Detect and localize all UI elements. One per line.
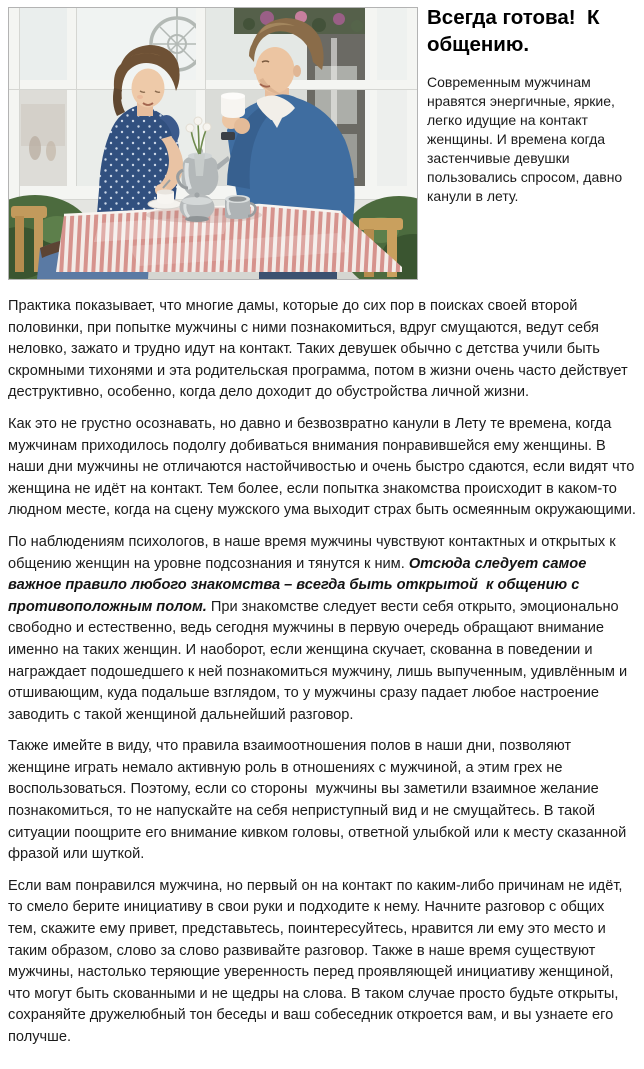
body-paragraph-2: Как это не грустно осознавать, но давно и безвозвратно канули в Лету те времена, когда мужчинам приходилось подолгу добиваться внимания понравившейся ему женщины. В наши дни мужчины не отличаются настойчивостью и очень быстро сдаются, если видят что женщина не идёт на контакт. Тем более, если попытка знакомства происходит в каком-то людном месте, когда на сцену мужского ума выходит страх быть осмеянным окружающими. (8, 415, 639, 519)
paragraph-3-rest: При знакомстве следует вести себя открыто, эмоционально свободно и естественно, ведь сегодня мужчины в первую очередь обращают внимание именно на таких женщин. И наоборот, если женщина скучает, скованна в поведении и награждает подошедшего к ней познакомиться мужчину, лишь выпученным, удивлённым и отшивающим, куда подальше взглядом, то у мужчины сразу падает любое настроение заводить с такой женщиной дальнейший разговор. (8, 598, 632, 723)
paragraph-3-lead: По наблюдениям психологов, в наше время мужчины чувствуют контактных и открытых к общению женщин на уровне подсознания и тянутся к ним. (8, 533, 620, 572)
body-paragraph-3 (8, 532, 636, 726)
intro-paragraph: Современным мужчинам нравятся энергичные, яркие, легко идущие на контакт женщины. И времена когда застенчивые девушки пользовались спросом, давно канули в лету. (427, 74, 623, 204)
body-paragraph-1: Практика показывает, что многие дамы, которые до сих пор в поисках своей второй половинки, при попытке мужчины с ними познакомиться, вдруг смущаются, ведут себя неловко, зажато и трудно идут на контакт. Таких девушек обычно с детства учили быть скромными тихонями и эта родительская программа, потом в жизни очень часто действует деструктивно, особенно, когда дело доходит до обустройства личной жизни. (8, 298, 632, 401)
couple-cafe-illustration (9, 8, 417, 279)
title-column (427, 7, 637, 280)
body-paragraph-4: Также имейте в виду, что правила взаимоотношения полов в наши дни, позволяют женщине играть немало активную роль в отношениях с мужчиной, а этим грех не воспользоваться. Поэтому, если со стороны мужчины вы заметили взаимное желание познакомиться, то не напускайте на себя неприступный вид и не смущайтесь. В такой ситуации поощрите его внимание кивком головы, ответной улыбкой или к месту сказанной фразой или шуткой. (8, 738, 631, 863)
page-title: Всегда готова! К общению. (427, 6, 606, 56)
article-body (0, 280, 644, 1069)
body-paragraph-5: Если вам понравился мужчина, но первый он на контакт по каким-либо причинам не идёт, то смело берите инициативу в свои руки и подходите к нему. Начните разговор с общих тем, скажите ему привет, представьтесь, поинтересуйтесь, нравится ли ему это место и таким образом, слово за слово развивайте разговор. Также в наше время существуют мужчины, настолько теряющие уверенность перед проявляющей инициативу женщиной, что могут быть скованными и не щедры на слова. В таком случае просто будьте открыты, сохраняйте дружелюбный тон беседы и ваш собеседник откроется вам, и вы узнаете его получше. (8, 877, 627, 1045)
paragraph-3-key-rule: Отсюда следует самое важное правило любого знакомства – всегда быть открытой к общению с противоположным полом. (8, 555, 591, 615)
top-section (0, 0, 644, 280)
couple-cafe-photo (8, 7, 418, 280)
